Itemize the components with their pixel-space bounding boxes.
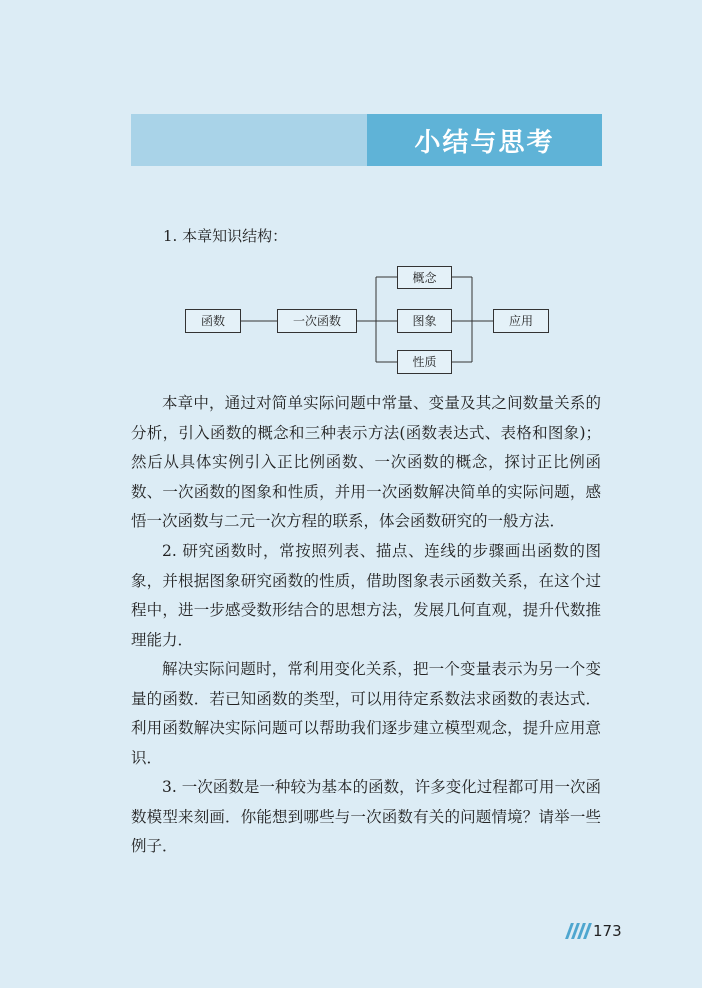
- page-stripes-icon: [568, 923, 589, 939]
- node-application: 应用: [493, 309, 549, 333]
- section-banner: [367, 114, 602, 166]
- paragraph-summary: 本章中，通过对简单实际问题中常量、变量及其之间数量关系的分析，引入函数的概念和三种表示方法(函数表达式、表格和图象)；然后从具体实例引入正比例函数、一次函数的概念，探讨正比例函数、一次函数的图象和性质，并用一次函数解决简单的实际问题，感悟一次函数与二元一次方程的联系，体会函数研究的一般方法．: [131, 394, 601, 530]
- knowledge-structure-heading: 1. 本章知识结构：: [163, 227, 288, 245]
- node-linear-function: 一次函数: [277, 309, 357, 333]
- knowledge-structure-connectors: [0, 0, 702, 400]
- paragraph-applications: 解决实际问题时，常利用变化关系，把一个变量表示为另一个变量的函数．若已知函数的类型，可以用待定系数法求函数的表达式．利用函数解决实际问题可以帮助我们逐步建立模型观念，提升应用意识．: [131, 660, 601, 767]
- node-function: 函数: [185, 309, 241, 333]
- node-property: 性质: [397, 350, 452, 374]
- node-graph: 图象: [397, 309, 452, 333]
- page-footer: [568, 920, 622, 942]
- section-title: 小结与思考: [414, 127, 555, 158]
- paragraph-point-2: 2. 研究函数时，常按照列表、描点、连线的步骤画出函数的图象，并根据图象研究函数的性质，借助图象表示函数关系，在这个过程中，进一步感受数形结合的思想方法，发展几何直观，提升代数推理能力．: [131, 542, 601, 649]
- page-number: 173: [593, 922, 622, 940]
- paragraph-point-3: 3. 一次函数是一种较为基本的函数，许多变化过程都可用一次函数模型来刻画．你能想到哪些与一次函数有关的问题情境？请举一些例子．: [131, 778, 601, 855]
- banner-left-band: [131, 114, 367, 166]
- node-concept: 概念: [397, 266, 452, 289]
